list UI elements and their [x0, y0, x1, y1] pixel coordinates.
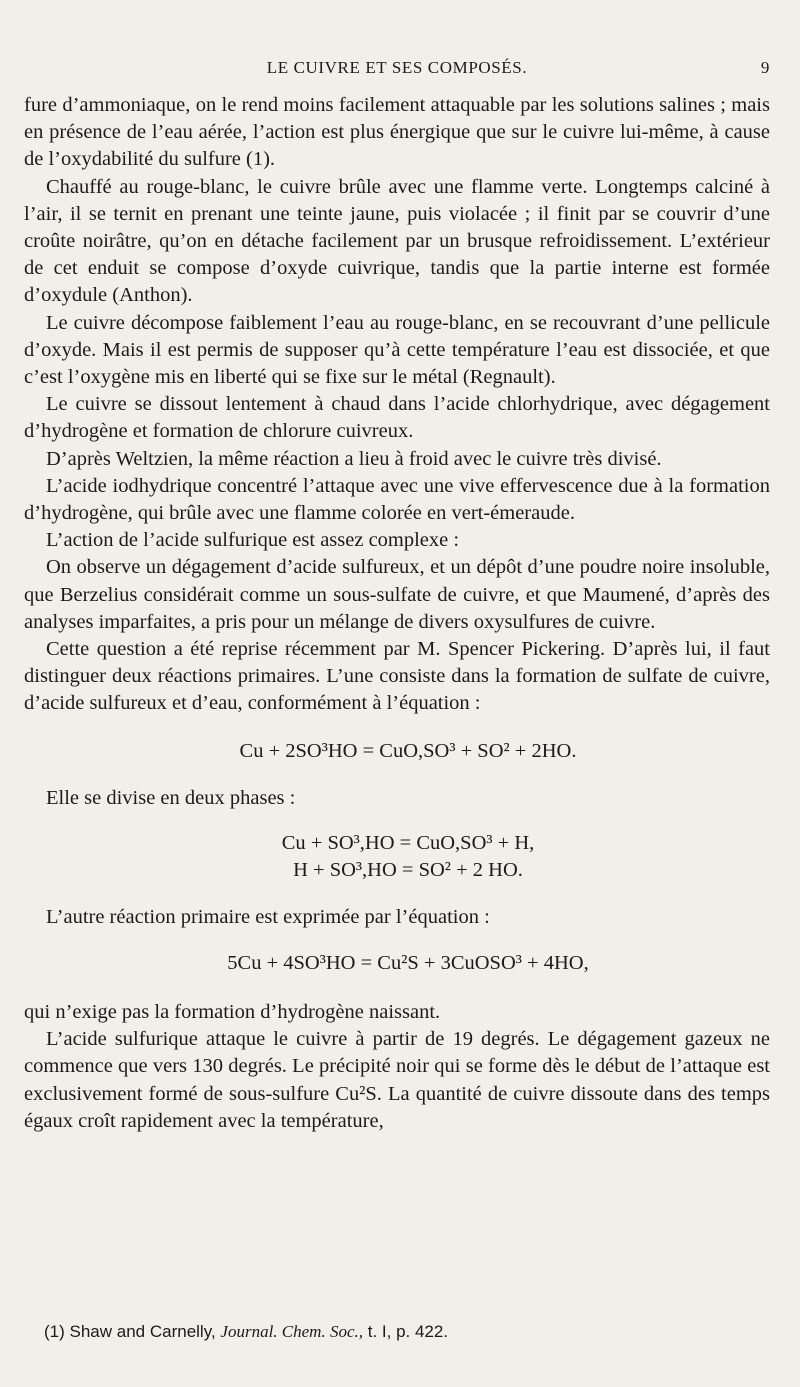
- paragraph: Cette question a été reprise récemment par M. Spencer Pickering. D’après lui, il faut distinguer deux réactions primaires. L’une consiste dans la formation de sulfate de cuivre, d’acide sulfureux et d’eau, conformément à l’équation :: [24, 638, 770, 715]
- paragraph: L’acide iodhydrique concentré l’attaque avec une vive effervescence due à la formation d’hydrogène, qui brûle avec une flamme colorée en vert-émeraude.: [24, 474, 770, 525]
- footnote-authors: Shaw and Carnelly,: [69, 1322, 216, 1341]
- paragraph: fure d’ammoniaque, on le rend moins facilement attaquable par les solutions salines ; mais en présence de l’eau aérée, l’action est plus énergique que sur le cuivre lui-même, à cause de l’oxydabilité du sulfure (1).: [24, 94, 770, 171]
- paragraph: L’acide sulfurique attaque le cuivre à partir de 19 degrés. Le dégagement gazeux ne commence que vers 130 degrés. Le précipité noir qui se forme dès le début de l’attaque est exclusivement formé de sous-sulfure Cu²S. La quantité de cuivre dissoute dans des temps égaux croît rapidement avec la température,: [24, 1028, 770, 1132]
- footnote: [44, 1322, 448, 1342]
- footnote-reference: t. I, p. 422.: [367, 1322, 449, 1341]
- paragraph: Chauffé au rouge-blanc, le cuivre brûle avec une flamme verte. Longtemps calciné à l’air, il se ternit en prenant une teinte jaune, puis violacée ; il finit par se couvrir d’une croûte noirâtre, qu’on en détache facilement par un brusque refroidissement. L’extérieur de cet enduit se compose d’oxyde cuivrique, tandis que la partie interne est formée d’oxydule (Anthon).: [24, 175, 770, 307]
- equation: 5Cu + 4SO³HO = Cu²S + 3CuOSO³ + 4HO,: [227, 951, 589, 974]
- running-title: LE CUIVRE ET SES COMPOSÉS.: [266, 58, 528, 77]
- running-header: [24, 58, 770, 84]
- paragraph: Le cuivre décompose faiblement l’eau au rouge-blanc, en se recouvrant d’une pellicule d’oxyde. Mais il est permis de supposer qu’à cette température l’eau est dissociée, et que c’est l’oxygène mis en liberté qui se fixe sur le métal (Regnault).: [24, 311, 770, 389]
- footnote-journal: Journal. Chem. Soc.,: [220, 1322, 363, 1341]
- paragraph: L’autre réaction primaire est exprimée par l’équation :: [46, 906, 490, 929]
- equation: H + SO³,HO = SO² + 2 HO.: [293, 859, 523, 882]
- page-number: 9: [760, 58, 770, 77]
- paragraph: On observe un dégagement d’acide sulfureux, et un dépôt d’une poudre noire insoluble, que Berzelius considérait comme un sous-sulfate de cuivre, et que Maumené, d’après des analyses imparfaites, a pris pour un mélange de divers oxysulfures de cuivre.: [24, 556, 770, 633]
- paragraph: Elle se divise en deux phases :: [46, 786, 296, 809]
- paragraph: qui n’exige pas la formation d’hydrogène naissant.: [24, 1000, 441, 1023]
- page-body: [24, 92, 770, 1135]
- paragraph: L’action de l’acide sulfurique est assez complexe :: [46, 529, 460, 552]
- paragraph: D’après Weltzien, la même réaction a lieu à froid avec le cuivre très divisé.: [46, 447, 662, 470]
- footnote-marker: (1): [44, 1322, 65, 1341]
- equation: Cu + 2SO³HO = CuO,SO³ + SO² + 2HO.: [239, 739, 577, 762]
- paragraph: Le cuivre se dissout lentement à chaud dans l’acide chlorhydrique, avec dégagement d’hydrogène et formation de chlorure cuivreux.: [24, 393, 770, 443]
- equation: Cu + SO³,HO = CuO,SO³ + H,: [281, 832, 535, 855]
